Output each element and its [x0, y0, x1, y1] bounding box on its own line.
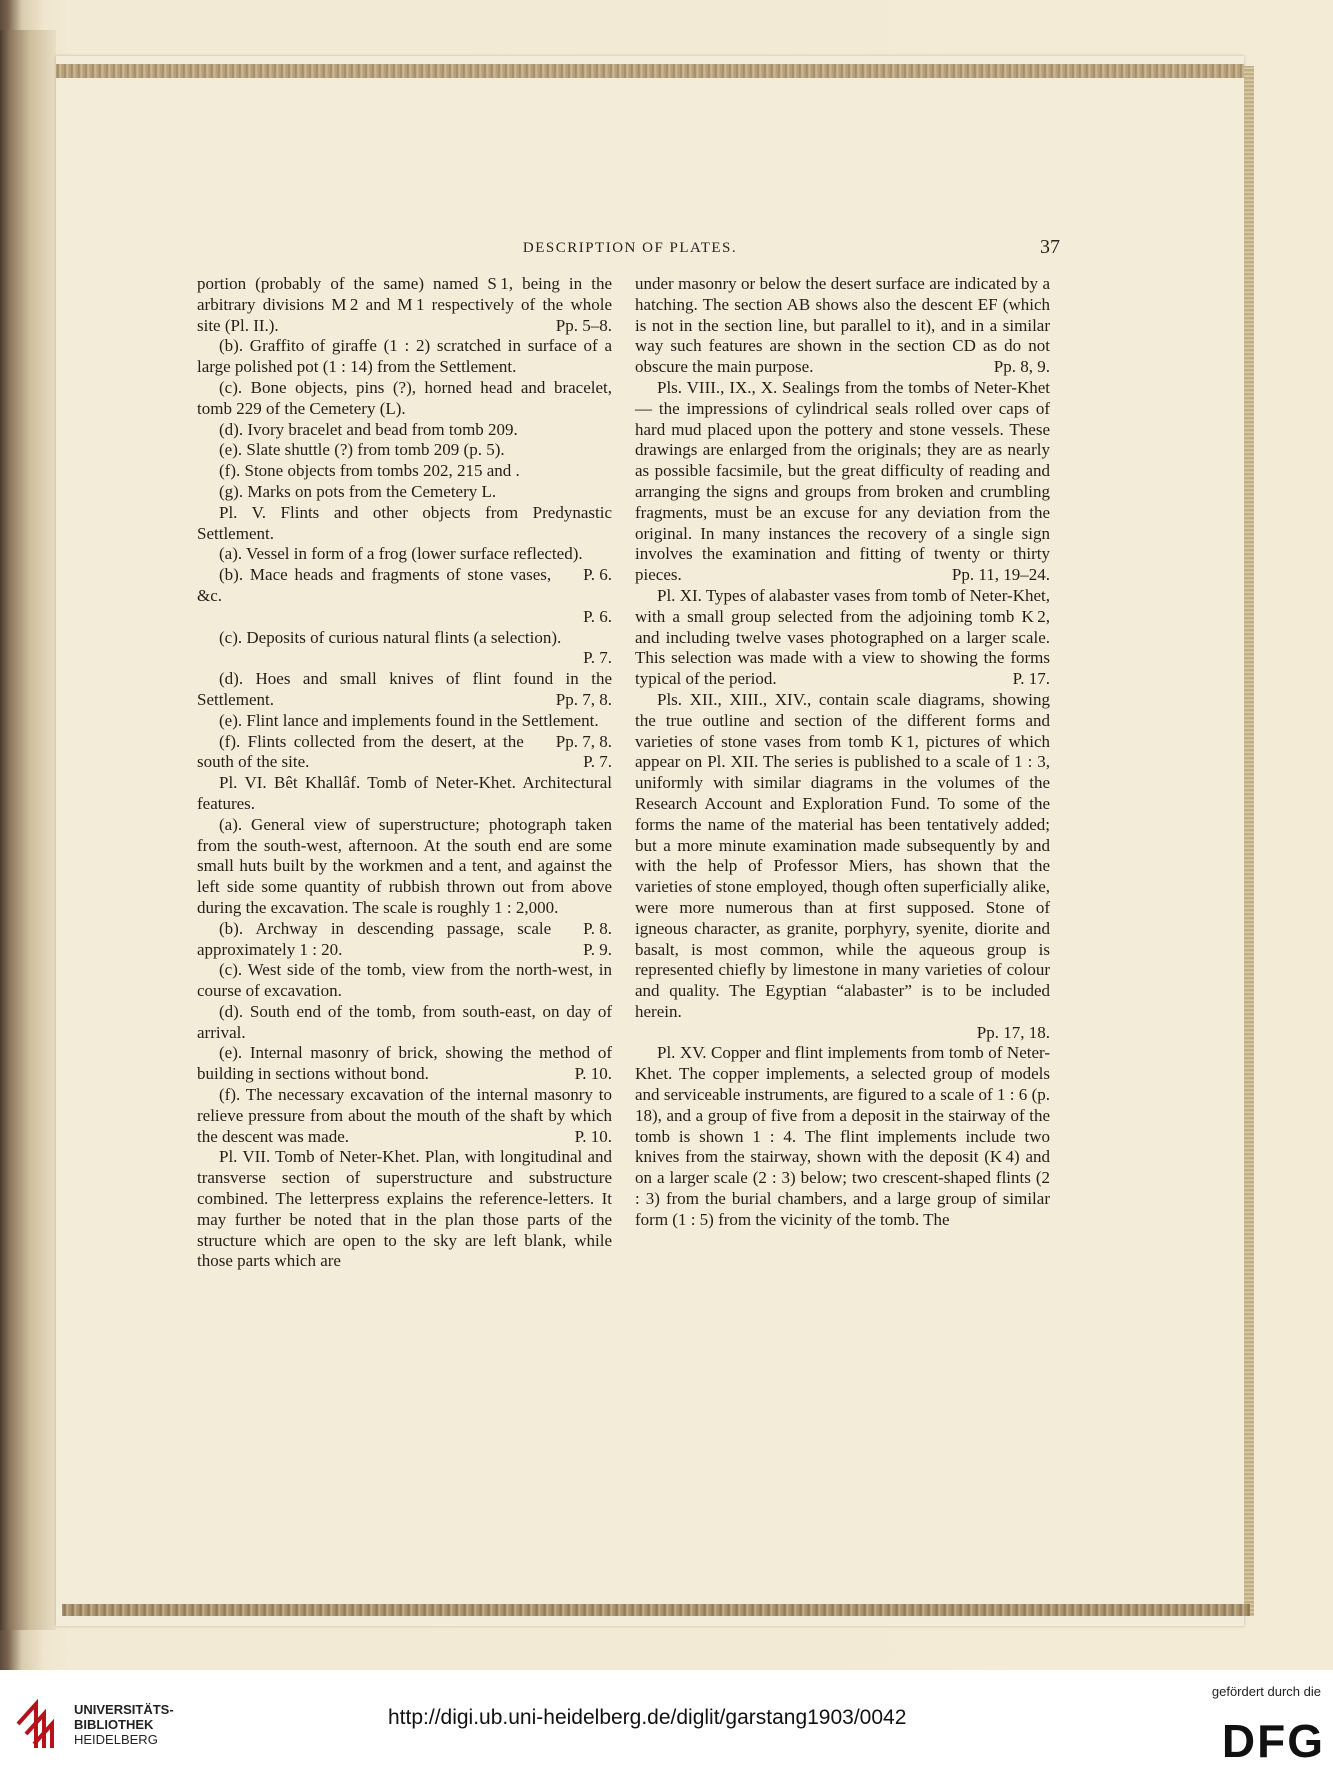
plate-paragraph	[197, 565, 612, 607]
plate-paragraph	[635, 274, 1050, 378]
paragraph-text: Pls. XII., XIII., XIV., contain scale diagrams, showing the true outline and section of the different forms and varieties of stone vases from tomb K 1, pictures of which appear on Pl. XII. The series is published to a scale of 1 : 3, uniformly with similar diagrams in the volumes of the Research Account and Exploration Fund. To some of the forms the name of the material has been tentatively added; but a more minute examination made subsequently by and with the help of Professor Miers, has shown that the varieties of stone employed, though often superficially alike, were more numerous than at first supposed. Stone of igneous character, as granite, porphyry, syenite, diorite and basalt, is most common, while the aqueous group is represented chiefly by limestone in many varieties of colour and quality. The Egyptian “alabaster” is to be included herein.	[635, 689, 1050, 1021]
paragraph-text: (f). Stone objects from tombs 202, 215 and .	[219, 461, 520, 481]
plate-paragraph	[197, 773, 612, 815]
plate-paragraph	[197, 628, 612, 649]
plate-paragraph	[197, 1147, 612, 1272]
page-reference: P. 8.	[583, 918, 612, 938]
page-reference: P. 9.	[583, 939, 612, 959]
page-reference: Pp. 17, 18.	[976, 1022, 1050, 1042]
paragraph-text: (b). Mace heads and fragments of stone vases, &c.	[197, 565, 552, 605]
plate-paragraph	[635, 1043, 1050, 1230]
page-reference: Pp. 7, 8.	[555, 731, 612, 751]
paragraph-text: (a). General view of superstructure; photograph taken from the south-west, afternoon. At the south end are some small huts built by the workmen and a tent, and against the left side some quantity of rubbish thrown out from above during the excavation. The scale is roughly 1 : 2,000.	[197, 814, 612, 917]
page-reference: P. 7.	[583, 648, 612, 668]
paragraph-text: Pl. XI. Types of alabaster vases from tomb of Neter-Khet, with a small group selected from the adjoining tomb K 2, and including twelve vases photographed on a larger scale. This selection was made with a view to showing the forms typical of the period.	[635, 585, 1050, 689]
plate-paragraph	[197, 669, 612, 711]
page-reference: Pp. 5–8.	[555, 315, 612, 335]
plate-paragraph	[635, 690, 1050, 1023]
running-title: DESCRIPTION OF PLATES.	[522, 240, 738, 256]
paragraph-text: portion (probably of the same) named S 1, being in the arbitrary divisions M 2 and M 1 respectively of the whole site (Pl. II.).	[197, 274, 612, 335]
library-line: BIBLIOTHEK	[74, 1717, 154, 1732]
paragraph-text: (e). Flint lance and implements found in the Settlement.	[219, 710, 599, 730]
page-reference: Pp. 11, 19–24.	[951, 565, 1050, 585]
page-reference: P. 7.	[583, 752, 612, 772]
paragraph-text: (d). Hoes and small knives of flint found in the Settlement.	[197, 669, 612, 709]
paragraph-text: (f). The necessary excavation of the internal masonry to relieve pressure from about the mouth of the shaft by which the descent was made.	[197, 1085, 612, 1146]
plate-paragraph	[197, 1085, 612, 1147]
plate-paragraph	[197, 1043, 612, 1085]
page-reference: P. 6.	[583, 565, 612, 585]
page-edge-right	[1244, 66, 1254, 1616]
paragraph-text: (e). Internal masonry of brick, showing the method of building in sections without bond.	[197, 1043, 612, 1084]
plate-paragraph	[197, 482, 612, 503]
paragraph-text: (f). Flints collected from the desert, at the south of the site.	[197, 731, 524, 772]
page-reference: P. 10.	[574, 1126, 612, 1146]
paragraph-text: (a). Vessel in form of a frog (lower surface reflected).	[219, 544, 583, 564]
paragraph-text: (c). Bone objects, pins (?), horned head and bracelet, tomb 229 of the Cemetery (L).	[197, 377, 612, 418]
library-emblem-icon	[14, 1694, 66, 1752]
plate-paragraph	[635, 586, 1050, 690]
page-edge-bottom	[62, 1604, 1250, 1616]
sponsor-logo	[1180, 1684, 1325, 1767]
paragraph-text: Pl. VI. Bêt Khallâf. Tomb of Neter-Khet. Architectural features.	[197, 773, 612, 813]
plate-paragraph	[197, 420, 612, 441]
page-reference: Pp. 7, 8.	[555, 689, 612, 709]
paragraph-text: under masonry or below the desert surface are indicated by a hatching. The section AB shows also the descent EF (which is not in the section line, but parallel to it), and in a similar way such features are shown in the section CD as do not obscure the main purpose.	[635, 274, 1050, 377]
plate-paragraph	[197, 440, 612, 461]
plate-paragraph	[197, 378, 612, 420]
paragraph-text: (c). West side of the tomb, view from the north-west, in course of excavation.	[197, 960, 612, 1001]
library-line: HEIDELBERG	[74, 1732, 158, 1747]
paragraph-text: Pl. VII. Tomb of Neter-Khet. Plan, with longitudinal and transverse section of superstructure and substructure combined. The letterpress explains the reference-letters. It may further be noted that in the plan those parts of the structure which are open to the sky are left blank, while those parts which are	[197, 1147, 612, 1271]
sponsor-label: gefördert durch die	[1211, 1684, 1321, 1699]
page-reference: P. 10.	[574, 1064, 612, 1084]
paragraph-text: (g). Marks on pots from the Cemetery L.	[219, 481, 497, 501]
paragraph-text: (b). Archway in descending passage, scale approximately 1 : 20.	[197, 918, 552, 959]
viewer-footer	[0, 1670, 1333, 1775]
plate-paragraph	[197, 710, 612, 751]
plate-paragraph	[197, 461, 612, 482]
plate-paragraph	[197, 1002, 612, 1044]
page-edge-top	[56, 64, 1244, 78]
paragraph-text: (d). South end of the tomb, from south-east, on day of arrival.	[197, 1001, 612, 1042]
library-logo[interactable]	[14, 1694, 264, 1754]
page-reference: P. 17.	[1012, 669, 1050, 689]
right-column	[635, 274, 1050, 1231]
paragraph-text: Pl. V. Flints and other objects from Predynastic Settlement.	[197, 502, 612, 543]
paragraph-text: (b). Graffito of giraffe (1 : 2) scratched in surface of a large polished pot (1 : 14) from the Settlement.	[197, 336, 612, 377]
dfg-logo: DFG	[1221, 1715, 1325, 1767]
paragraph-text: Pl. XV. Copper and flint implements from tomb of Neter-Khet. The copper implements, a selected group of models and serviceable instruments, are figured to a scale of 1 : 6 (p. 18), and a group of five from a deposit in the stairway of the tomb is shown 1 : 4. The flint implements include two knives from the stairway, shown with the deposit (K 4) and on a larger scale (2 : 3) below; two crescent-shaped flints (2 : 3) from the burial chambers, and a large group of similar form (1 : 5) from the vicinity of the tomb. The	[635, 1043, 1050, 1229]
paragraph-text: (e). Slate shuttle (?) from tomb 209 (p. 5).	[219, 440, 505, 460]
plate-paragraph	[197, 336, 612, 378]
page-number: 37	[1040, 236, 1060, 258]
page-reference: P. 6.	[583, 606, 612, 626]
library-name	[74, 1702, 174, 1747]
plate-paragraph	[197, 814, 612, 938]
left-column	[197, 274, 612, 1272]
page-reference: Pp. 8, 9.	[993, 357, 1050, 377]
permalink-url[interactable]: http://digi.ub.uni-heidelberg.de/diglit/garstang1903/0042	[388, 1706, 907, 1729]
paragraph-text: (c). Deposits of curious natural flints (a selection).	[219, 627, 562, 647]
plate-paragraph	[197, 919, 612, 961]
plate-paragraph	[197, 960, 612, 1002]
book-spine	[0, 30, 56, 1630]
library-line: UNIVERSITÄTS-	[74, 1702, 174, 1717]
paragraph-text: (d). Ivory bracelet and bead from tomb 209.	[219, 419, 518, 439]
paragraph-text: Pls. VIII., IX., X. Sealings from the tombs of Neter-Khet — the impressions of cylindrical seals rolled over caps of hard mud placed upon the pottery and stone vessels. These drawings are enlarged from the originals; they are as nearly as possible facsimile, but the great difficulty of reading and arranging the signs and groups from broken and crumbling fragments, must be an excuse for any deviation from the original. In many instances the recovery of a single sign involves the examination and fitting of twenty or thirty pieces.	[635, 377, 1050, 585]
plate-paragraph	[197, 503, 612, 545]
plate-paragraph	[197, 274, 612, 336]
running-head	[200, 236, 1060, 260]
plate-paragraph	[635, 378, 1050, 586]
